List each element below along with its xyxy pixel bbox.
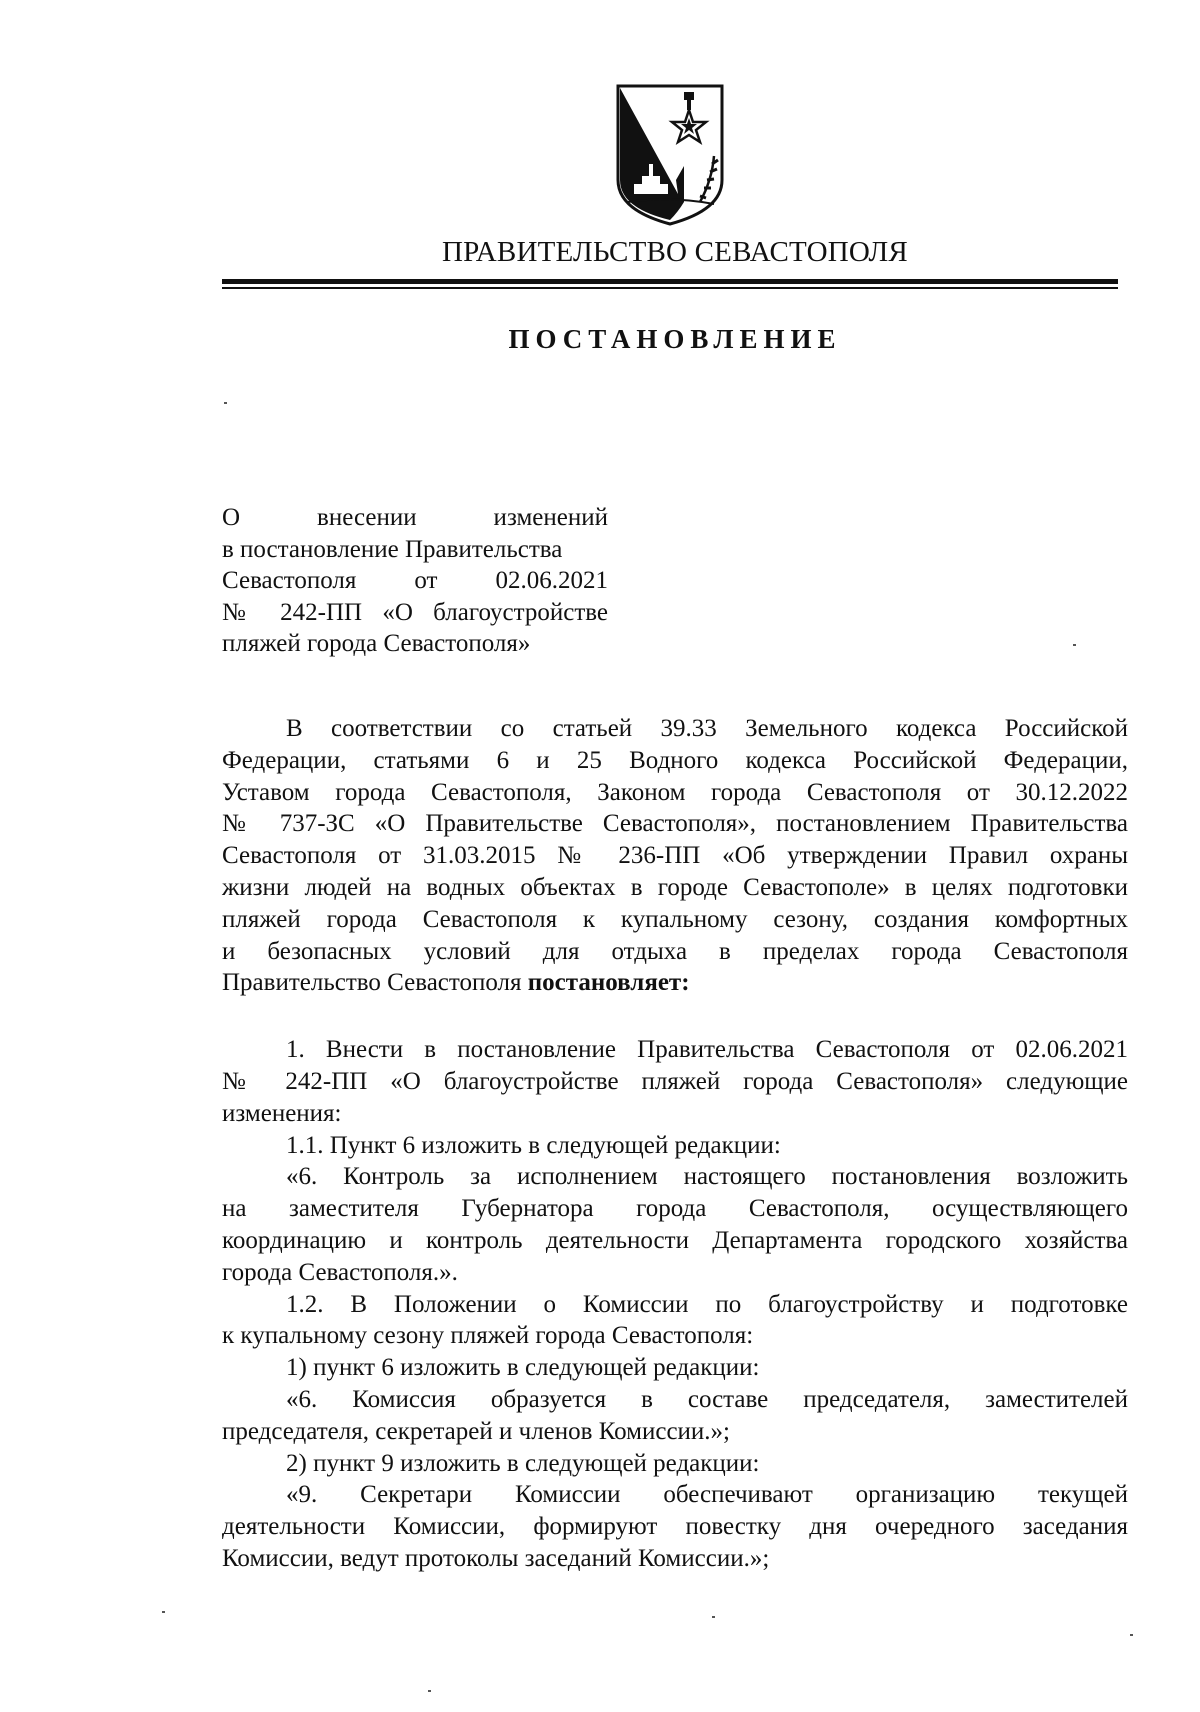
scan-speck (428, 1690, 431, 1692)
text-line: пляжей города Севастополя к купальному сезону, создания комфортных (222, 905, 1128, 933)
text-line: «6. Контроль за исполнением настоящего постановления возложить (286, 1163, 1128, 1191)
text-line: «6. Комиссия образуется в составе председателя, заместителей (286, 1385, 1128, 1413)
text-line: Федерации, статьями 6 и 25 Водного кодекса Российской Федерации, (222, 746, 1128, 774)
resolves-word: постановляет: (527, 969, 690, 997)
organization-title: ПРАВИТЕЛЬСТВО СЕВАСТОПОЛЯ (442, 236, 908, 268)
text-line: В соответствии со статьей 39.33 Земельного кодекса Российской (286, 715, 1128, 742)
scan-speck (712, 1616, 715, 1618)
text-line: 1.2. В Положении о Комиссии по благоустройству и подготовке (286, 1290, 1128, 1318)
document-body (222, 713, 1128, 1575)
scan-speck (224, 402, 227, 404)
text-line: № 737-ЗС «О Правительстве Севастополя», постановлением Правительства (222, 810, 1128, 838)
text-line: 1.1. Пункт 6 изложить в следующей редакции: (286, 1131, 781, 1159)
text-line (222, 967, 1128, 999)
scan-speck (1073, 644, 1076, 646)
coat-of-arms-emblem (614, 84, 726, 226)
subject-line: пляжей города Севастополя» (222, 630, 531, 657)
header-rule-thick (222, 279, 1118, 284)
text-line: к купальному сезону пляжей города Севастополя: (222, 1322, 754, 1350)
item-1-2 (222, 1289, 1128, 1575)
text-line: города Севастополя.». (222, 1258, 458, 1286)
text-line: деятельности Комиссии, формируют повестку дня очередного заседания (222, 1513, 1128, 1541)
scan-speck (162, 1611, 165, 1613)
text-line: 1) пункт 6 изложить в следующей редакции: (286, 1354, 760, 1382)
item-1 (222, 1034, 1128, 1129)
text-line: и безопасных условий для отдыха в пределах города Севастополя (222, 937, 1128, 965)
preamble-end: Правительство Севастополя (222, 969, 522, 997)
document-subject (222, 502, 608, 660)
header-rule-thin (222, 287, 1118, 289)
text-line: Уставом города Севастополя, Законом города Севастополя от 30.12.2022 (222, 778, 1128, 806)
subject-line: № 242-ПП «О благоустройстве (222, 598, 608, 626)
item-1-1 (222, 1130, 1128, 1289)
text-line: координацию и контроль деятельности Департамента городского хозяйства (222, 1226, 1128, 1254)
text-line: 1. Внести в постановление Правительства Севастополя от 02.06.2021 (286, 1036, 1128, 1064)
paragraph-gap (222, 999, 1128, 1034)
scan-speck (1130, 1634, 1133, 1636)
text-line: Комиссии, ведут протоколы заседаний Комиссии.»; (222, 1544, 770, 1572)
text-line: жизни людей на водных объектах в городе Севастополе» в целях подготовки (222, 873, 1128, 901)
preamble-paragraph (222, 713, 1128, 999)
subject-line: Севастополя от 02.06.2021 (222, 567, 608, 594)
text-line: 2) пункт 9 изложить в следующей редакции: (286, 1449, 760, 1477)
text-line: председателя, секретарей и членов Комиссии.»; (222, 1417, 730, 1445)
text-line: изменения: (222, 1099, 342, 1127)
text-line: Севастополя от 31.03.2015 № 236-ПП «Об утверждении Правил охраны (222, 842, 1128, 870)
document-type-heading: ПОСТАНОВЛЕНИЕ (508, 324, 842, 354)
subject-line: О внесении изменений (222, 504, 608, 531)
text-line: на заместителя Губернатора города Севастополя, осуществляющего (222, 1195, 1128, 1223)
text-line: «9. Секретари Комиссии обеспечивают организацию текущей (286, 1481, 1128, 1509)
text-line: № 242-ПП «О благоустройстве пляжей города Севастополя» следующие (222, 1067, 1128, 1095)
subject-line: в постановление Правительства (222, 535, 563, 563)
